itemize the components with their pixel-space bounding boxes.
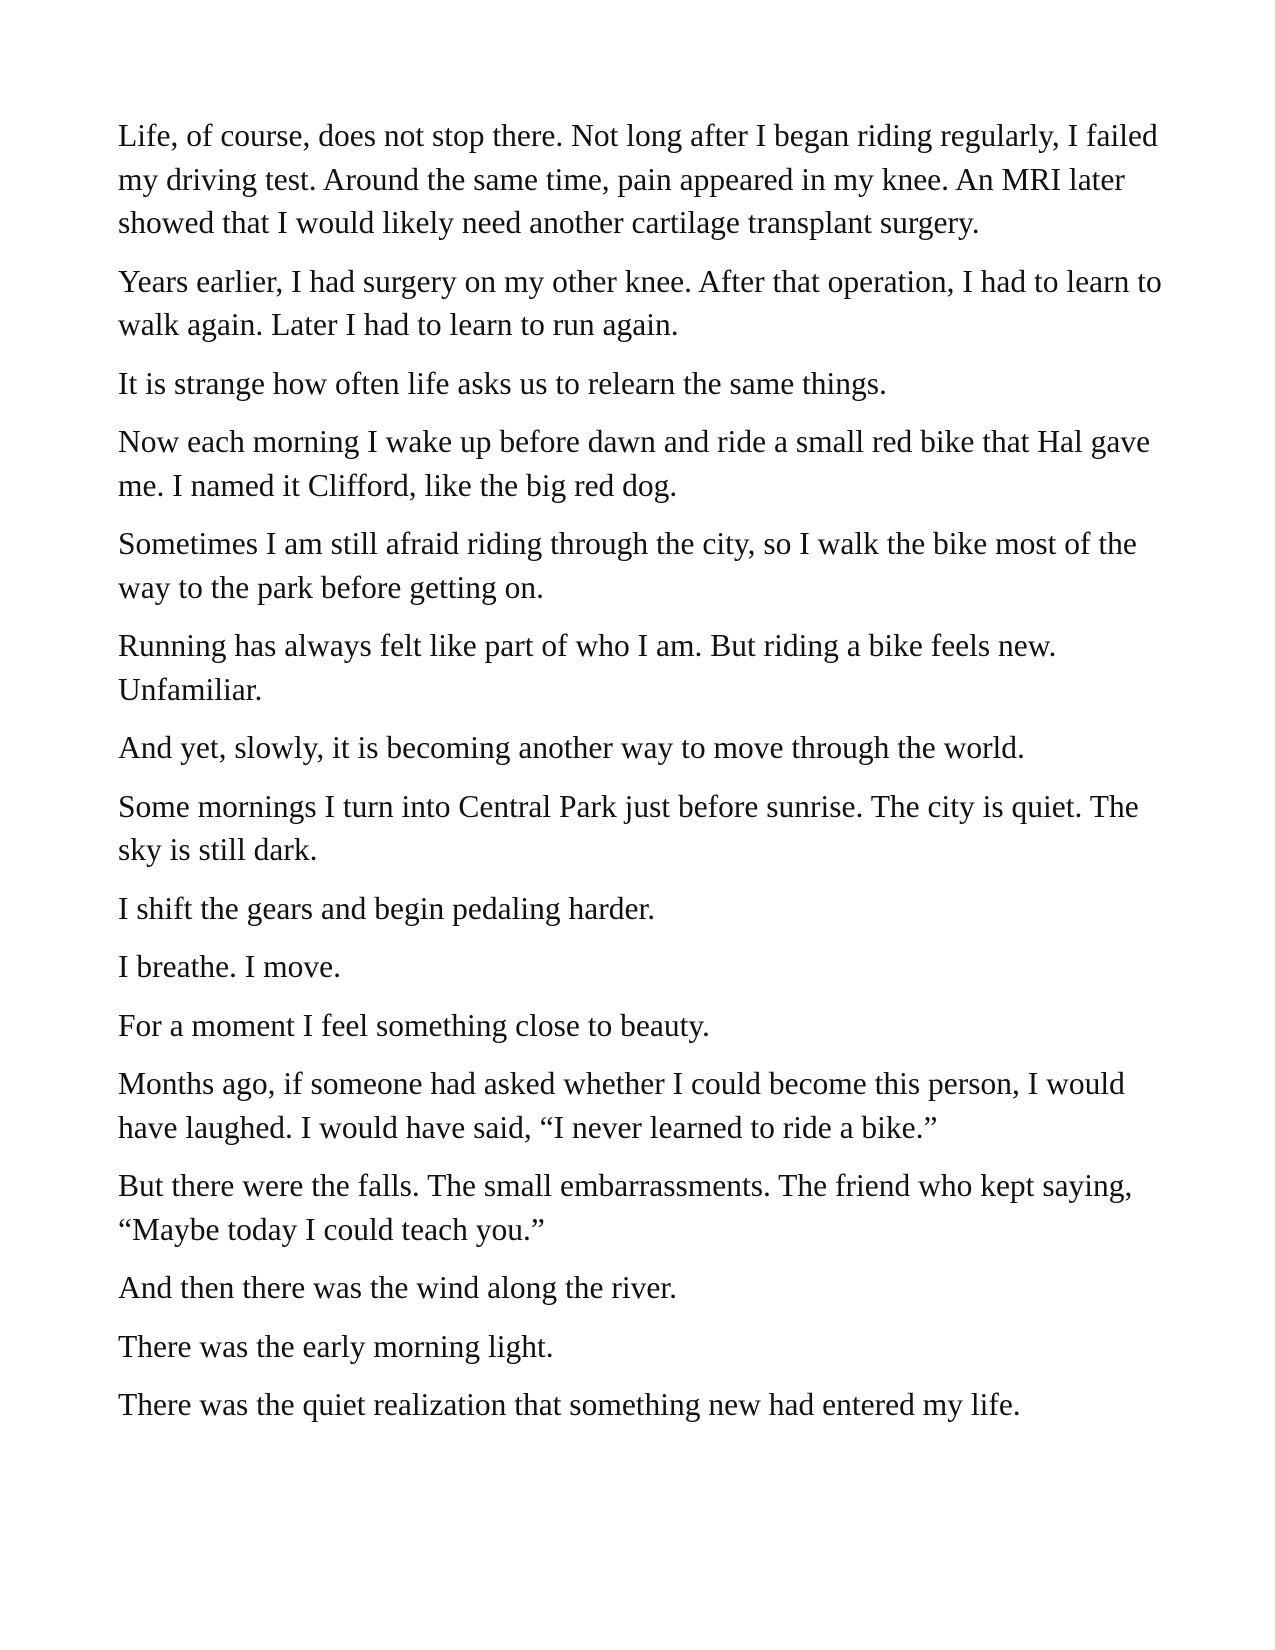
paragraph: Running has always felt like part of who I am. But riding a bike feels new. Unfamiliar. <box>118 628 1057 707</box>
paragraph: I shift the gears and begin pedaling harder. <box>118 890 656 926</box>
document-body <box>118 114 1168 1442</box>
paragraph: I breathe. I move. <box>118 949 342 984</box>
paragraph: There was the early morning light. <box>118 1328 554 1364</box>
paragraph: But there were the falls. The small embarrassments. The friend who kept saying, “Maybe today I could teach you.” <box>118 1168 1133 1247</box>
paragraph: Months ago, if someone had asked whether I could become this person, I would have laughed. I would have said, “I never learned to ride a bike.” <box>118 1066 1125 1145</box>
paragraph: It is strange how often life asks us to relearn the same things. <box>118 365 887 401</box>
paragraph: Sometimes I am still afraid riding through the city, so I walk the bike most of the way to the park before getting on. <box>118 526 1137 605</box>
paragraph: Some mornings I turn into Central Park just before sunrise. The city is quiet. The sky is still dark. <box>118 788 1139 867</box>
paragraph: Years earlier, I had surgery on my other knee. After that operation, I had to learn to walk again. Later I had to learn to run again. <box>118 263 1162 342</box>
paragraph: Life, of course, does not stop there. Not long after I began riding regularly, I failed my driving test. Around the same time, pain appeared in my knee. An MRI later showed that I would likely need another cartilage transplant surgery. <box>118 118 1158 240</box>
paragraph: Now each morning I wake up before dawn and ride a small red bike that Hal gave me. I named it Clifford, like the big red dog. <box>118 424 1151 503</box>
paragraph: And then there was the wind along the river. <box>118 1270 677 1305</box>
paragraph: And yet, slowly, it is becoming another way to move through the world. <box>118 730 1025 765</box>
paragraph: There was the quiet realization that something new had entered my life. <box>118 1387 1021 1422</box>
paragraph: For a moment I feel something close to beauty. <box>118 1007 710 1043</box>
